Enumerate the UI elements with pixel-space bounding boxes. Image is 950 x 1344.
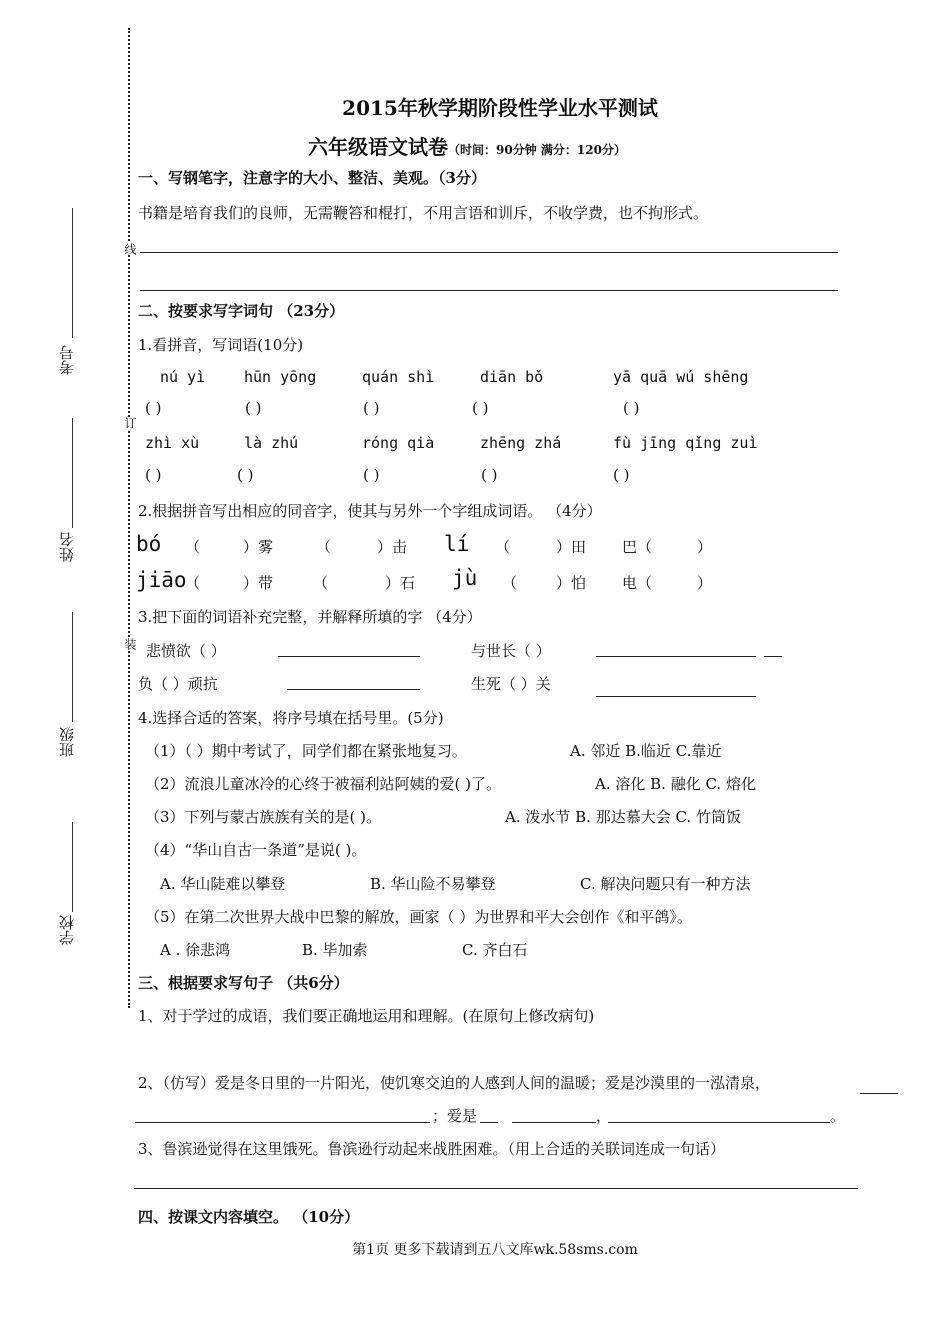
answer-paren[interactable]: ( ) <box>623 399 640 417</box>
q4-item-2: （2）流浪儿童冰冷的心终于被福利站阿姨的爱( )了。 <box>145 775 502 793</box>
section2-heading: 二、按要求写字词句 （23分） <box>138 302 345 320</box>
answer-paren[interactable]: ( ) <box>472 399 489 417</box>
q4-item-3: （3）下列与蒙古族族有关的是( )。 <box>145 808 382 826</box>
pinyin: yā quā wú shēng <box>613 368 749 386</box>
q4-item-5-option-c[interactable]: C. 齐白石 <box>462 941 528 959</box>
q4-item-5-option-a[interactable]: A . 徐悲鸿 <box>160 941 231 959</box>
idiom-3[interactable]: 负（ ）顽抗 <box>138 675 218 693</box>
open-paren: （ <box>185 538 201 556</box>
answer-word[interactable]: 电（ <box>622 574 653 592</box>
idiom-4[interactable]: 生死（ ）关 <box>471 675 551 693</box>
school-label: 学校 <box>58 915 76 945</box>
name-line <box>72 418 73 528</box>
q4-item-1: （1）（ ）期中考试了，同学们都在紧张地复习。 <box>145 742 467 760</box>
writing-line-2[interactable] <box>140 290 838 291</box>
answer-word[interactable]: 巴（ <box>622 538 653 556</box>
pinyin-li: lí <box>444 532 470 556</box>
s2-period: 。 <box>830 1107 846 1125</box>
q2-title: 2.根据拼音写出相应的同音字，使其与另外一个字组成词语。 （4分） <box>138 502 602 520</box>
q4-item-2-options[interactable]: A. 溶化 B. 融化 C. 熔化 <box>595 775 756 793</box>
idiom-1[interactable]: 悲愤欲（ ） <box>146 642 226 660</box>
name-label: 姓名 <box>58 532 76 562</box>
answer-word[interactable]: ）雾 <box>243 538 274 556</box>
answer-line[interactable] <box>134 1188 858 1189</box>
class-line <box>72 612 73 722</box>
binding-glyph-xian: 线 <box>123 243 137 255</box>
pinyin: zhēng zhá <box>480 434 562 452</box>
explain-line[interactable] <box>278 656 420 657</box>
answer-paren[interactable]: ( ) <box>245 399 262 417</box>
binding-dotted-line <box>128 28 130 1008</box>
class-label: 班级 <box>58 727 76 757</box>
page-subtitle <box>308 131 626 160</box>
pinyin: diān bǒ <box>480 368 544 386</box>
q4-item-1-options[interactable]: A. 邻近 B.临近 C.靠近 <box>570 742 722 760</box>
subtitle-main: 六年级语文试卷 <box>308 135 448 159</box>
q4-item-3-options[interactable]: A. 泼水节 B. 那达慕大会 C. 竹筒饭 <box>505 808 741 826</box>
s2-mid-text: ；爱是 <box>432 1107 478 1125</box>
close-paren: ） <box>697 574 713 592</box>
section1-heading: 一、写钢笔字，注意字的大小、整洁、美观。（3分） <box>138 169 486 187</box>
section3-sentence-3: 3、鲁滨逊觉得在这里饿死。鲁滨逊行动起来战胜困难。（用上合适的关联词连成一句话） <box>138 1140 726 1158</box>
explain-line-extra <box>764 656 782 657</box>
q4-title: 4.选择合适的答案，将序号填在括号里。(5分) <box>138 709 444 727</box>
answer-paren[interactable]: ( ) <box>145 466 162 484</box>
binding-glyph-zhuang: 装 <box>123 638 137 650</box>
answer-word[interactable]: ）带 <box>243 574 274 592</box>
answer-line[interactable] <box>512 1122 596 1123</box>
pinyin-ju: jù <box>452 566 478 590</box>
pinyin: hūn yōng <box>244 368 317 386</box>
s2-comma: ， <box>596 1107 612 1125</box>
answer-line[interactable] <box>608 1122 830 1123</box>
section4-heading: 四、按课文内容填空。 （10分） <box>138 1208 360 1226</box>
section3-sentence-2: 2、（仿写）爱是冬日里的一片阳光，使饥寒交迫的人感到人间的温暖；爱是沙漠里的一泓清泉， <box>138 1074 771 1092</box>
section3-sentence-1: 1、对于学过的成语，我们要正确地运用和理解。(在原句上修改病句) <box>138 1007 595 1025</box>
q4-item-5: （5）在第二次世界大战中巴黎的解放，画家（ ）为世界和平大会创作《和平鸽》。 <box>145 908 692 926</box>
page-footer: 第1页 更多下载请到五八文库wk.58sms.com <box>352 1242 638 1258</box>
answer-line[interactable] <box>135 1122 430 1123</box>
explain-line[interactable] <box>596 656 756 657</box>
close-paren: ） <box>697 538 713 556</box>
answer-word[interactable]: ）石 <box>385 574 416 592</box>
answer-paren[interactable]: ( ) <box>363 466 380 484</box>
answer-paren[interactable]: ( ) <box>145 399 162 417</box>
explain-line[interactable] <box>596 696 756 697</box>
section3-heading: 三、根据要求写句子 （共6分） <box>138 974 349 992</box>
q4-item-5-option-b[interactable]: B. 毕加索 <box>302 941 368 959</box>
answer-paren[interactable]: ( ) <box>237 466 254 484</box>
answer-paren[interactable]: ( ) <box>363 399 380 417</box>
answer-word[interactable]: ）怕 <box>556 574 587 592</box>
page-title: 2015年秋学期阶段性学业水平测试 <box>342 96 658 120</box>
open-paren: （ <box>185 574 201 592</box>
open-paren: （ <box>313 574 329 592</box>
answer-line[interactable] <box>860 1093 898 1094</box>
q4-item-4-option-c[interactable]: C. 解决问题只有一种方法 <box>580 875 751 893</box>
answer-line[interactable] <box>480 1122 498 1123</box>
open-paren: （ <box>495 538 511 556</box>
pinyin: nú yì <box>160 368 206 386</box>
q4-item-4: （4）“华山自古一条道”是说( )。 <box>145 841 367 859</box>
idiom-2[interactable]: 与世长（ ） <box>471 642 551 660</box>
writing-line-1[interactable] <box>140 252 838 253</box>
school-line <box>72 822 73 912</box>
pinyin: quán shì <box>362 368 435 386</box>
q4-item-4-option-b[interactable]: B. 华山险不易攀登 <box>370 875 496 893</box>
exam-number-line <box>72 208 73 338</box>
open-paren: （ <box>502 574 518 592</box>
pinyin: zhì xù <box>145 434 200 452</box>
answer-word[interactable]: ）击 <box>377 538 408 556</box>
answer-paren[interactable]: ( ) <box>481 466 498 484</box>
subtitle-note: （时间：90分钟 满分：120分） <box>448 143 626 157</box>
pinyin: fù jīng qǐng zuì <box>613 434 758 452</box>
answer-word[interactable]: ）田 <box>556 538 587 556</box>
section1-text: 书籍是培育我们的良师，无需鞭笞和棍打，不用言语和训斥，不收学费，也不拘形式。 <box>138 204 709 222</box>
q4-item-4-option-a[interactable]: A. 华山陡难以攀登 <box>160 875 286 893</box>
exam-number-label: 考号 <box>58 345 76 375</box>
binding-glyph-ding: 订 <box>123 417 137 429</box>
q1-title: 1.看拼音，写词语(10分) <box>138 336 304 354</box>
pinyin-jiao: jiāo <box>136 568 187 592</box>
pinyin: là zhú <box>244 434 299 452</box>
pinyin-bo: bó <box>136 532 162 556</box>
q3-title: 3.把下面的词语补充完整，并解释所填的字 （4分） <box>138 608 482 626</box>
explain-line[interactable] <box>287 689 420 690</box>
pinyin: róng qià <box>362 434 435 452</box>
answer-paren[interactable]: ( ) <box>613 466 630 484</box>
open-paren: （ <box>316 538 332 556</box>
